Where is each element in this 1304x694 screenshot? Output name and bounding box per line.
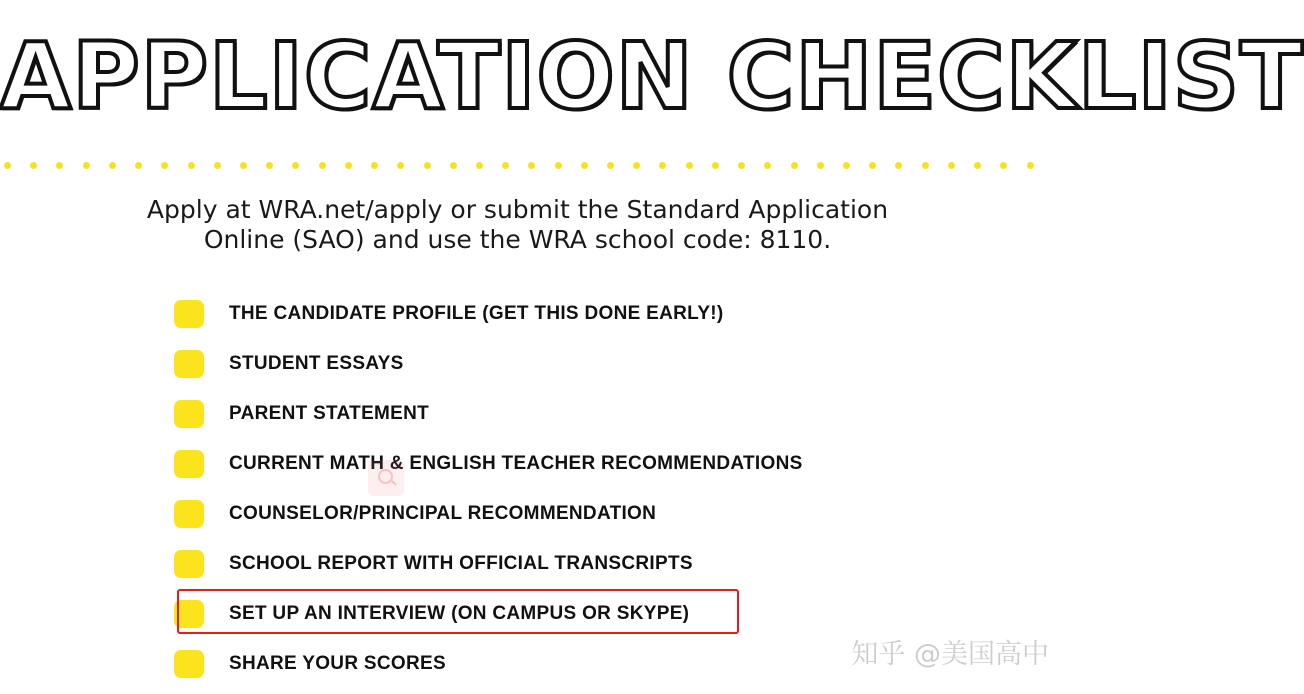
checklist-item[interactable] <box>174 289 803 339</box>
divider-dot <box>266 162 273 169</box>
divider-dot <box>948 162 955 169</box>
checkbox-icon[interactable] <box>174 650 204 678</box>
intro-line-2: Online (SAO) and use the WRA school code: 8110. <box>203 225 832 254</box>
divider-dot <box>319 162 326 169</box>
divider-dot <box>450 162 457 169</box>
divider-dot <box>607 162 614 169</box>
divider-dot <box>371 162 378 169</box>
checkbox-icon[interactable] <box>174 300 204 328</box>
divider-dot <box>895 162 902 169</box>
divider-dot <box>424 162 431 169</box>
dotted-divider <box>4 160 1034 170</box>
divider-dot <box>476 162 483 169</box>
divider-dot <box>528 162 535 169</box>
divider-dot <box>712 162 719 169</box>
divider-dot <box>83 162 90 169</box>
divider-dot <box>686 162 693 169</box>
checklist-item-label: CURRENT MATH & ENGLISH TEACHER RECOMMENDATIONS <box>229 453 803 474</box>
divider-dot <box>1027 162 1034 169</box>
divider-dot <box>738 162 745 169</box>
divider-dot <box>1000 162 1007 169</box>
checklist-item[interactable] <box>174 389 803 439</box>
checklist-item-label: COUNSELOR/PRINCIPAL RECOMMENDATION <box>229 503 657 524</box>
checklist-item-label: SHARE YOUR SCORES <box>229 653 446 674</box>
intro-line-1: Apply at WRA.net/apply or submit the Standard Application <box>146 195 889 224</box>
divider-dot <box>555 162 562 169</box>
checklist-item[interactable] <box>174 339 803 389</box>
divider-dot <box>188 162 195 169</box>
divider-dot <box>922 162 929 169</box>
divider-dot <box>135 162 142 169</box>
divider-dot <box>214 162 221 169</box>
divider-dot <box>345 162 352 169</box>
checklist-item-label: THE CANDIDATE PROFILE (GET THIS DONE EARLY!) <box>229 303 724 324</box>
highlight-box <box>177 589 739 634</box>
divider-dot <box>764 162 771 169</box>
intro-text <box>0 195 1035 255</box>
divider-dot <box>292 162 299 169</box>
divider-dot <box>659 162 666 169</box>
divider-dot <box>161 162 168 169</box>
checklist-item-label: PARENT STATEMENT <box>229 403 430 424</box>
checkbox-icon[interactable] <box>174 450 204 478</box>
watermark: 知乎 @美国高中 <box>851 639 1049 670</box>
divider-dot <box>791 162 798 169</box>
checklist-item[interactable] <box>174 539 803 589</box>
checkbox-icon[interactable] <box>174 350 204 378</box>
divider-dot <box>869 162 876 169</box>
checklist-item-label: SET UP AN INTERVIEW (ON CAMPUS OR SKYPE) <box>229 603 690 624</box>
divider-dot <box>240 162 247 169</box>
checkbox-icon[interactable] <box>174 500 204 528</box>
divider-dot <box>502 162 509 169</box>
divider-dot <box>633 162 640 169</box>
divider-dot <box>4 162 11 169</box>
checklist-item-label: STUDENT ESSAYS <box>229 353 404 374</box>
checklist-item[interactable] <box>174 439 803 489</box>
divider-dot <box>397 162 404 169</box>
search-icon <box>368 460 404 496</box>
divider-dot <box>30 162 37 169</box>
page-title: APPLICATION CHECKLIST <box>0 23 1304 130</box>
divider-dot <box>817 162 824 169</box>
checklist-item[interactable] <box>174 639 803 689</box>
divider-dot <box>974 162 981 169</box>
checkbox-icon[interactable] <box>174 400 204 428</box>
checklist-item-label: SCHOOL REPORT WITH OFFICIAL TRANSCRIPTS <box>229 553 693 574</box>
divider-dot <box>581 162 588 169</box>
checkbox-icon[interactable] <box>174 550 204 578</box>
divider-dot <box>56 162 63 169</box>
divider-dot <box>843 162 850 169</box>
divider-dot <box>109 162 116 169</box>
checklist-item[interactable] <box>174 489 803 539</box>
